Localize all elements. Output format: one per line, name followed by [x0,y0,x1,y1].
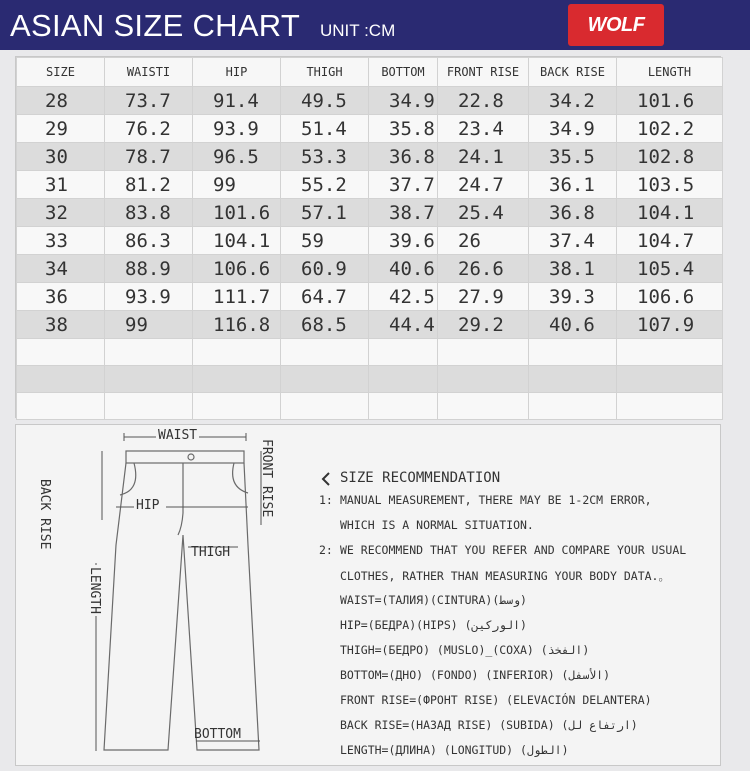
cell-front-rise: 24.1 [438,143,529,171]
empty-cell [369,339,438,366]
size-table-panel [15,56,721,418]
empty-cell [193,393,281,420]
empty-cell [17,366,105,393]
chevron-left-icon [320,472,332,486]
empty-cell [529,339,617,366]
empty-row [17,339,723,366]
table-row [17,87,723,115]
cell-thigh: 64.7 [281,283,369,311]
empty-cell [438,339,529,366]
recommendation-title: SIZE RECOMMENDATION [340,470,501,486]
cell-bottom: 34.9 [369,87,438,115]
cell-back-rise: 36.8 [529,199,617,227]
cell-waist: 99 [105,311,193,339]
table-row [17,199,723,227]
cell-back-rise: 39.3 [529,283,617,311]
cell-bottom: 44.4 [369,311,438,339]
cell-back-rise: 38.1 [529,255,617,283]
empty-cell [617,339,723,366]
table-row [17,311,723,339]
cell-size: 36 [17,283,105,311]
table-row [17,143,723,171]
table-row [17,171,723,199]
empty-cell [369,366,438,393]
cell-length: 102.8 [617,143,723,171]
cell-front-rise: 22.8 [438,87,529,115]
empty-cell [193,339,281,366]
cell-back-rise: 34.2 [529,87,617,115]
cell-back-rise: 36.1 [529,171,617,199]
translation-bottom: BOTTOM=(ДНО) (FONDO) (INFERIOR) (الأسفل) [340,668,611,682]
empty-cell [17,339,105,366]
cell-size: 31 [17,171,105,199]
empty-cell [17,393,105,420]
header-hip: HIP [193,58,281,87]
cell-length: 101.6 [617,87,723,115]
fly-shape [178,463,183,535]
cell-hip: 111.7 [193,283,281,311]
cell-bottom: 38.7 [369,199,438,227]
cell-front-rise: 26 [438,227,529,255]
cell-length: 102.2 [617,115,723,143]
cell-thigh: 68.5 [281,311,369,339]
unit-label: UNIT :CM [320,21,396,40]
cell-front-rise: 26.6 [438,255,529,283]
empty-cell [529,366,617,393]
empty-cell [369,393,438,420]
translation-thigh: THIGH=(БЕДРО) (MUSLO)_(COXA) (الفخذ) [340,643,590,657]
cell-length: 105.4 [617,255,723,283]
cell-thigh: 60.9 [281,255,369,283]
empty-row [17,366,723,393]
cell-size: 32 [17,199,105,227]
note1-line1: MANUAL MEASUREMENT, THERE MAY BE 1-2CM ERROR, [340,493,652,507]
translation-hip: HIP=(БЕДРА)(HIPS) (الوركين) [340,618,527,632]
cell-length: 103.5 [617,171,723,199]
cell-size: 34 [17,255,105,283]
cell-back-rise: 40.6 [529,311,617,339]
table-row [17,115,723,143]
pants-outline [104,463,259,750]
pants-diagram [16,425,296,767]
cell-front-rise: 24.7 [438,171,529,199]
table-row [17,227,723,255]
cell-size: 33 [17,227,105,255]
cell-hip: 99 [193,171,281,199]
empty-cell [105,393,193,420]
cell-bottom: 42.5 [369,283,438,311]
cell-front-rise: 27.9 [438,283,529,311]
empty-cell [438,393,529,420]
front-rise-diagram-label: FRONT RISE [259,439,274,518]
empty-row [17,393,723,420]
logo-text: WOLF [587,14,645,36]
cell-waist: 88.9 [105,255,193,283]
header-waist: WAISTI [105,58,193,87]
bottom-diagram-label: BOTTOM [194,727,241,742]
thigh-diagram-label: THIGH [191,545,231,560]
table-row [17,255,723,283]
cell-thigh: 57.1 [281,199,369,227]
cell-thigh: 49.5 [281,87,369,115]
empty-cell [193,366,281,393]
cell-bottom: 35.8 [369,115,438,143]
note2-line1: WE RECOMMEND THAT YOU REFER AND COMPARE YOUR USUAL [340,543,687,557]
cell-length: 107.9 [617,311,723,339]
cell-thigh: 59 [281,227,369,255]
header-bottom: BOTTOM [369,58,438,87]
hip-diagram-label: HIP [136,498,160,513]
header-banner [0,0,750,50]
cell-waist: 76.2 [105,115,193,143]
header-length: LENGTH [617,58,723,87]
header-thigh: THIGH [281,58,369,87]
length-diagram-label: LENGTH [87,567,102,614]
header-size: SIZE [17,58,105,87]
note1-line2: WHICH IS A NORMAL SITUATION. [340,518,534,532]
button-shape [188,454,194,460]
note2-line2: CLOTHES, RATHER THAN MEASURING YOUR BODY DATA.。 [340,569,670,583]
cell-waist: 73.7 [105,87,193,115]
cell-size: 38 [17,311,105,339]
empty-cell [529,393,617,420]
table-body [17,87,723,420]
cell-size: 29 [17,115,105,143]
waistband-shape [126,451,244,463]
cell-waist: 81.2 [105,171,193,199]
cell-hip: 96.5 [193,143,281,171]
cell-front-rise: 25.4 [438,199,529,227]
measurement-panel [15,424,721,766]
cell-back-rise: 37.4 [529,227,617,255]
cell-thigh: 55.2 [281,171,369,199]
cell-thigh: 53.3 [281,143,369,171]
header-front-rise: FRONT RISE [438,58,529,87]
cell-bottom: 36.8 [369,143,438,171]
empty-cell [617,393,723,420]
cell-front-rise: 23.4 [438,115,529,143]
cell-back-rise: 34.9 [529,115,617,143]
cell-hip: 116.8 [193,311,281,339]
empty-cell [105,339,193,366]
translation-front-rise: FRONT RISE=(ФРОНТ RISE) (ELEVACIÓN DELANTERA) [340,693,652,707]
empty-cell [105,366,193,393]
cell-waist: 86.3 [105,227,193,255]
size-table [16,57,723,420]
cell-front-rise: 29.2 [438,311,529,339]
cell-bottom: 40.6 [369,255,438,283]
back-rise-diagram-label: BACK RISE [37,479,52,550]
cell-bottom: 37.7 [369,171,438,199]
note2-number: 2: [319,543,333,557]
translation-length: LENGTH=(ДЛИНА) (LONGITUD) (الطول) [340,743,569,757]
empty-cell [281,393,369,420]
cell-size: 28 [17,87,105,115]
translation-back-rise: BACK RISE=(НАЗАД RISE) (SUBIDA) (ارتفاع لل) [340,718,638,732]
cell-waist: 93.9 [105,283,193,311]
brand-logo [568,4,664,46]
cell-length: 104.1 [617,199,723,227]
cell-waist: 83.8 [105,199,193,227]
empty-cell [281,366,369,393]
cell-back-rise: 35.5 [529,143,617,171]
empty-cell [281,339,369,366]
cell-bottom: 39.6 [369,227,438,255]
header-back-rise: BACK RISE [529,58,617,87]
note1-number: 1: [319,493,333,507]
cell-thigh: 51.4 [281,115,369,143]
cell-hip: 106.6 [193,255,281,283]
cell-hip: 101.6 [193,199,281,227]
cell-hip: 93.9 [193,115,281,143]
cell-size: 30 [17,143,105,171]
page-title: ASIAN SIZE CHART [10,8,301,43]
table-row [17,283,723,311]
cell-hip: 91.4 [193,87,281,115]
cell-hip: 104.1 [193,227,281,255]
cell-length: 106.6 [617,283,723,311]
waist-diagram-label: WAIST [158,428,198,443]
empty-cell [438,366,529,393]
translation-waist: WAIST=(ТАЛИЯ)(CINTURA)(وسط) [340,593,527,607]
empty-cell [617,366,723,393]
table-header-row [17,58,723,87]
cell-waist: 78.7 [105,143,193,171]
cell-length: 104.7 [617,227,723,255]
